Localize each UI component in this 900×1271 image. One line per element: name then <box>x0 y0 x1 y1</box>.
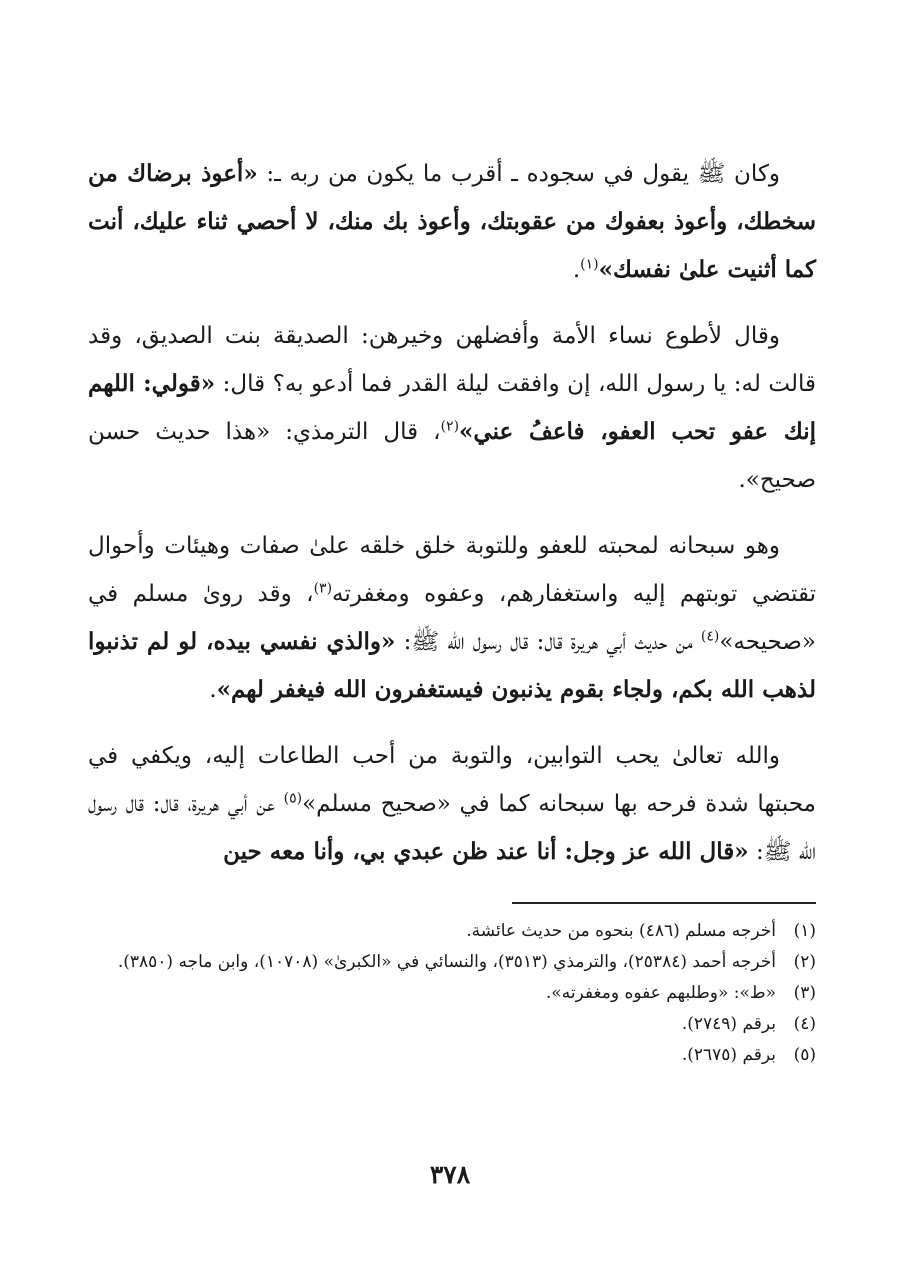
main-text <box>88 150 816 876</box>
text-segment: والله تعالىٰ يحب التوابين، والتوبة من أحب الطاعات إليه، ويكفي في محبتها شدة فرحه بها سبحانه كما في «صحيح مسلم» <box>88 743 816 817</box>
footnote-ref: (٤) <box>700 628 720 645</box>
footnote-text: أخرجه أحمد (٢٥٣٨٤)، والترمذي (٣٥١٣)، والنسائي في «الكبرىٰ» (١٠٧٠٨)، وابن ماجه (٣٨٥٠). <box>117 952 776 972</box>
footnote-ref: (١) <box>580 256 599 273</box>
text-segment: وقال لأطوع نساء الأمة وأفضلهن وخيرهن: الصديقة بنت الصديق، وقد قالت له: يا رسول الله، إن وافقت ليلة القدر فما أدعو به؟ قال: <box>88 323 816 397</box>
text-segment: وهو سبحانه لمحبته للعفو وللتوبة خلق خلقه علىٰ صفات وهيئات وأحوال تقتضي توبتهم إليه واستغفارهم، وعفوه ومغفرته <box>88 533 816 607</box>
page-number: ٣٧٨ <box>429 1160 471 1189</box>
footnote-number: (٤) <box>793 1014 816 1034</box>
text-segment: ، وقد روىٰ مسلم في «صحيحه» <box>88 581 816 655</box>
text-segment: ، قال الترمذي: «هذا حديث حسن صحيح». <box>88 419 816 493</box>
hadith-quote: «قال الله عز وجل: أنا عند ظن عبدي بي، وأنا معه حين <box>223 838 749 865</box>
text-segment: . <box>209 677 217 703</box>
footnote-text: برقم (٢٦٧٥). <box>681 1045 776 1065</box>
paragraph-2 <box>88 312 816 504</box>
footnote-number: (٥) <box>793 1045 816 1065</box>
footnote-item <box>88 1040 816 1071</box>
footnote-item <box>88 1009 816 1040</box>
text-segment: عن أبي هريرة، قال: قال رسول الله ﷺ: <box>88 791 816 865</box>
footnotes <box>88 916 816 1071</box>
text-segment: من حديث أبي هريرة قال: قال رسول الله ﷺ: <box>395 629 701 655</box>
footnote-item <box>88 916 816 947</box>
hadith-quote: «أعوذ برضاك من سخطك، وأعوذ بعفوك من عقوبتك، وأعوذ بك منك، لا أحصي ثناء عليك، أنت كما أثنيت علىٰ نفسك» <box>88 160 816 283</box>
footnote-divider <box>512 902 816 904</box>
hadith-quote: «قولي: اللهم إنك عفو تحب العفو، فاعفُ عني» <box>88 370 816 445</box>
text-segment: وكان ﷺ يقول في سجوده ـ أقرب ما يكون من ربه ـ: <box>257 161 780 187</box>
footnote-text: برقم (٢٧٤٩). <box>681 1014 776 1034</box>
text-segment: . <box>572 257 581 283</box>
footnote-number: (١) <box>793 921 816 941</box>
paragraph-4 <box>88 732 816 876</box>
hadith-quote: «والذي نفسي بيده، لو لم تذنبوا لذهب الله بكم، ولجاء بقوم يذنبون فيستغفرون الله فيغفر لهم» <box>88 628 816 703</box>
footnote-ref: (٢) <box>440 418 460 435</box>
footnote-text: أخرجه مسلم (٤٨٦) بنحوه من حديث عائشة. <box>466 921 776 941</box>
footnote-ref: (٣) <box>313 580 333 597</box>
paragraph-1 <box>88 150 816 294</box>
footnote-item <box>88 947 816 978</box>
paragraph-3 <box>88 522 816 714</box>
footnote-number: (٢) <box>793 952 816 972</box>
footnote-text: «ط»: «وطلبهم عفوه ومغفرته». <box>545 983 776 1003</box>
footnote-item <box>88 978 816 1009</box>
footnote-ref: (٥) <box>283 790 303 807</box>
footnote-number: (٣) <box>793 983 816 1003</box>
